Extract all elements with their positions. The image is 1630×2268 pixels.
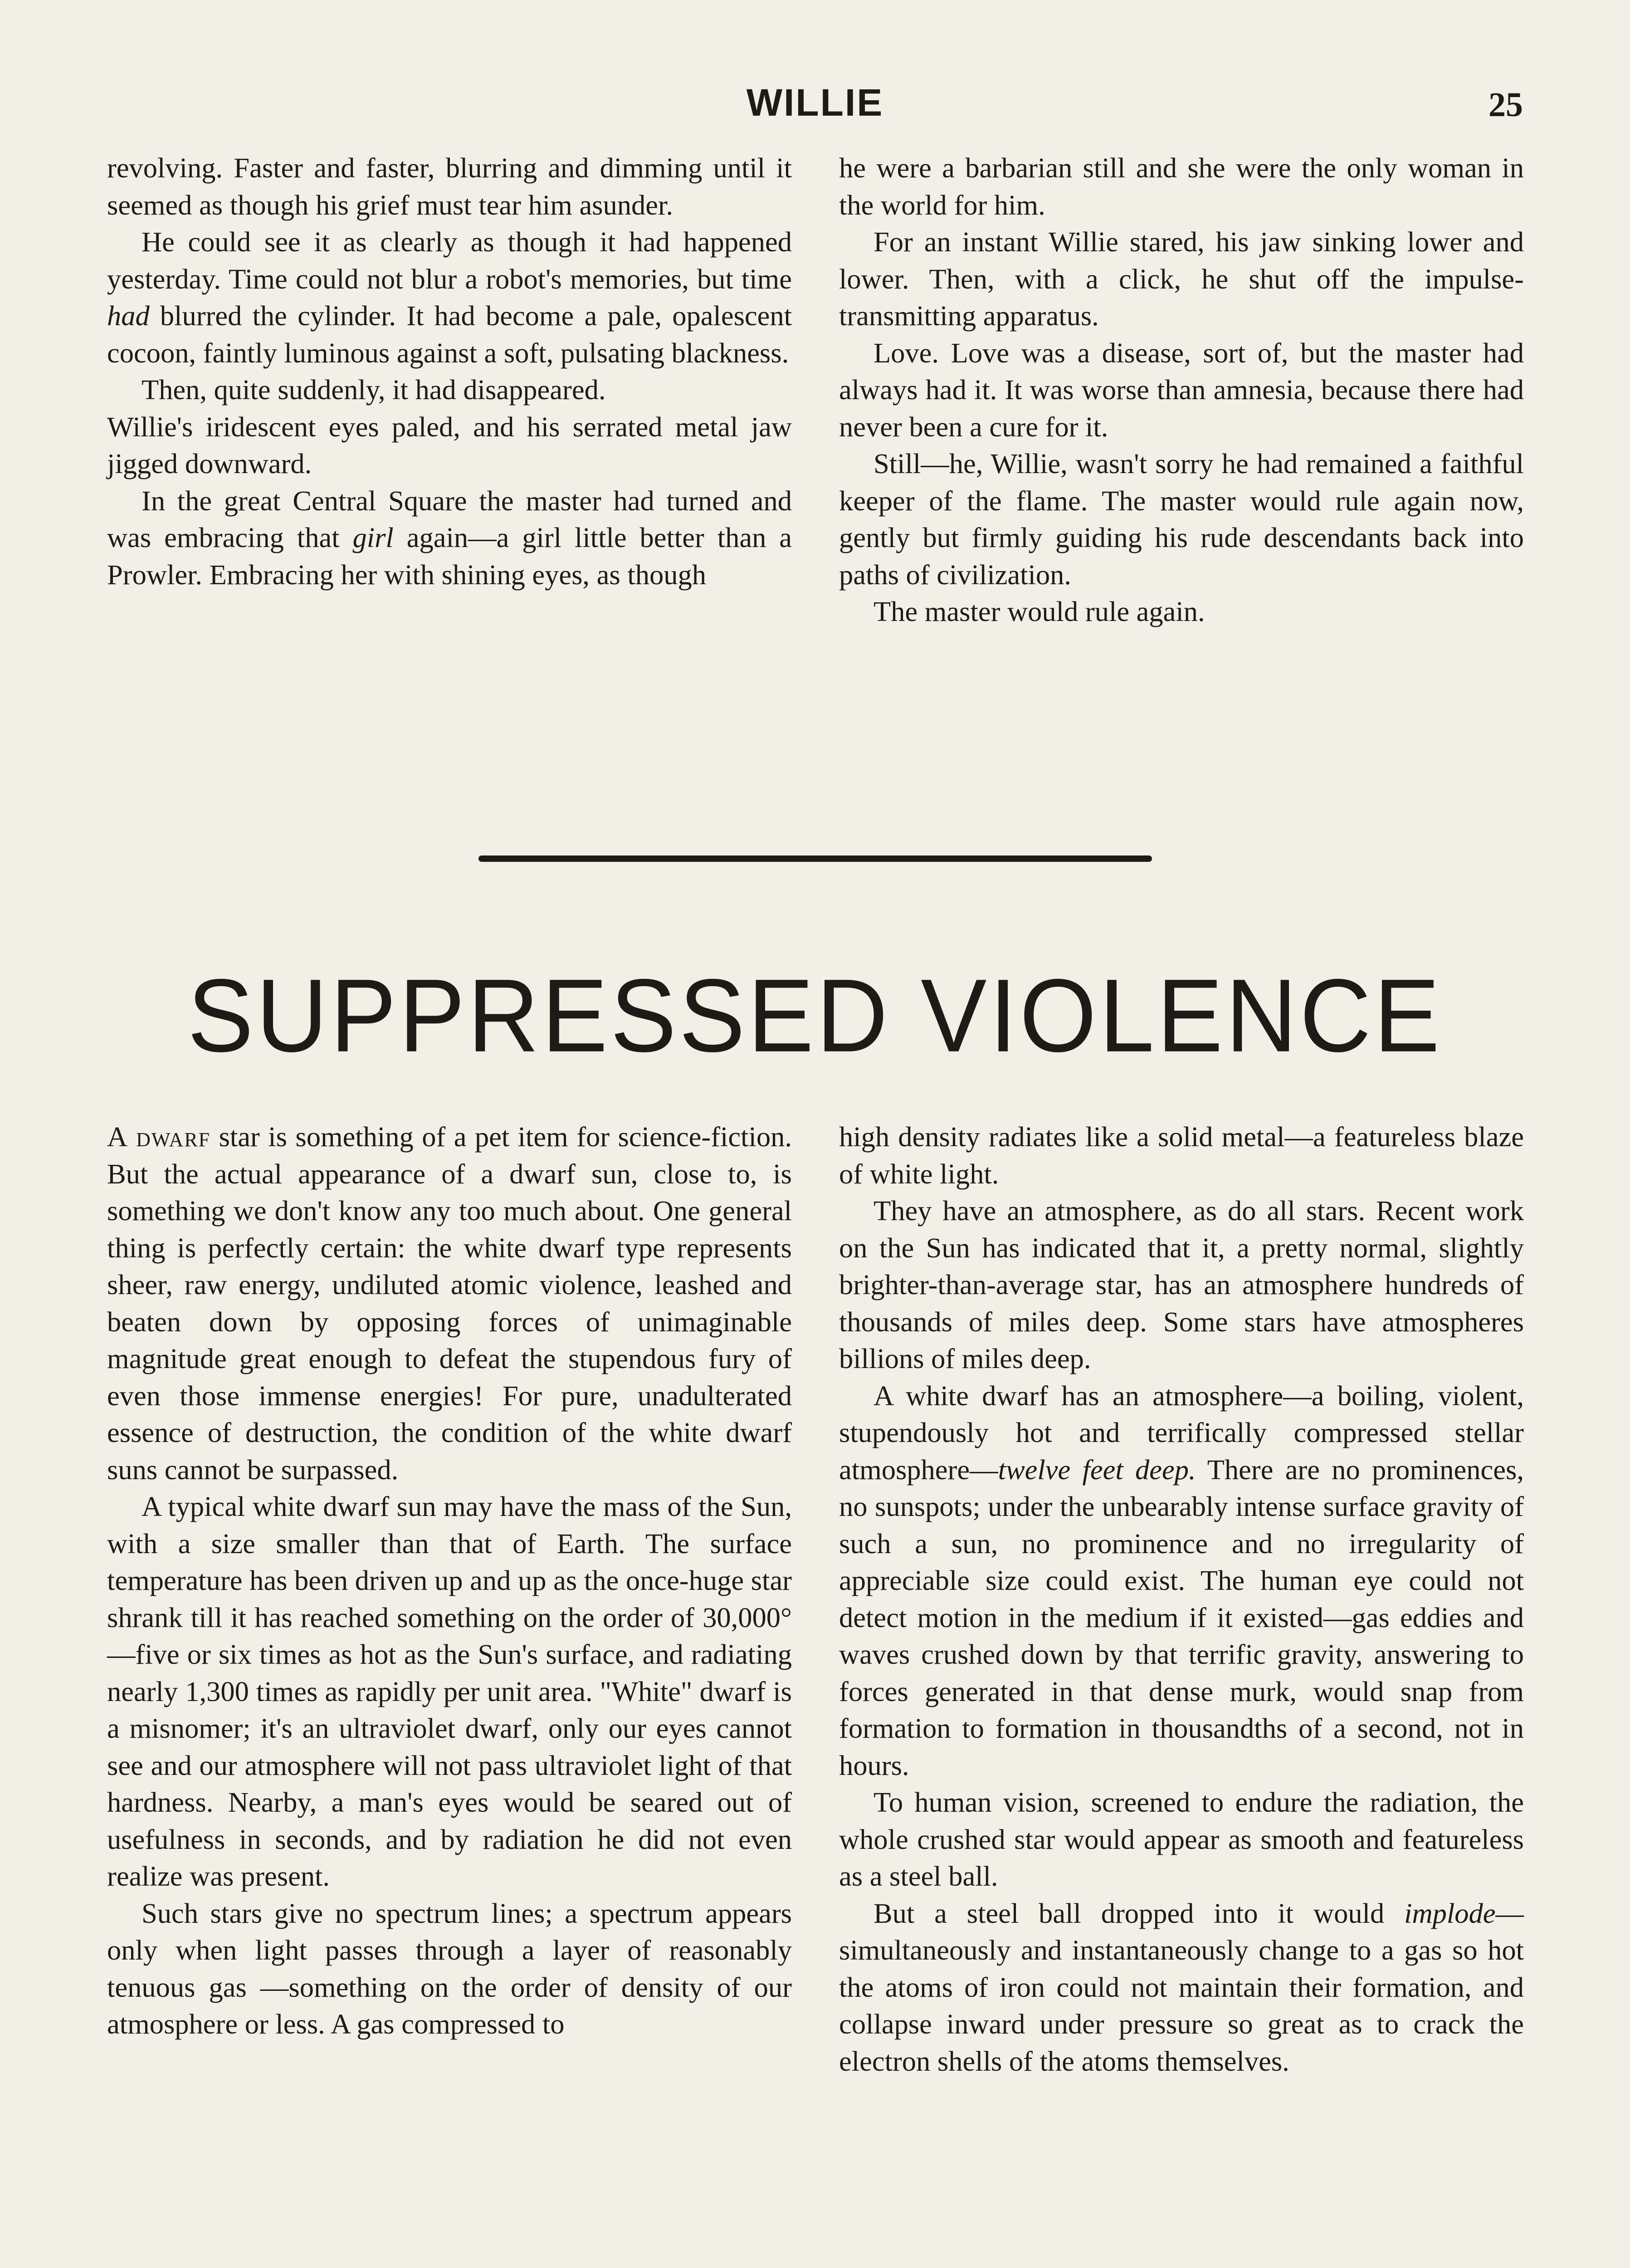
paragraph: But a steel ball dropped into it would implode—simultaneously and instantaneously change to a gas so hot the atoms of iron could not maintain their formation, and collapse inward under pressure so great as to crack the electron shells of the atoms themselves. xyxy=(839,1897,1524,2077)
paragraph: The master would rule again. xyxy=(874,596,1205,627)
paragraph: In the great Central Square the master had turned and was embracing that girl again—a girl little better than a Prowler. Embracing her with shining eyes, as though xyxy=(107,484,792,591)
running-title: WILLIE xyxy=(746,81,884,124)
paragraph: Such stars give no spectrum lines; a spectrum appears only when light passes through a layer of reasonably tenuous gas —something on the order of density of our atmosphere or less. A gas compressed to xyxy=(107,1897,792,2040)
paragraph: They have an atmosphere, as do all stars. Recent work on the Sun has indicated that it, a pretty normal, slightly brighter-than-average star, has an atmosphere hundreds of thousands of miles deep. Some stars have atmospheres billions of miles deep. xyxy=(839,1195,1524,1374)
emphasis: implode xyxy=(1404,1897,1496,1929)
paragraph: he were a barbarian still and she were the only woman in the world for him. xyxy=(839,152,1524,221)
emphasis: twelve feet deep. xyxy=(998,1453,1196,1486)
paragraph: Then, quite suddenly, it had disappeared. xyxy=(142,374,606,406)
paragraph: Still—he, Willie, wasn't sorry he had remained a faithful keeper of the flame. The master would rule again now, gently but firmly guiding his rude descendants back into paths of civilization. xyxy=(839,448,1524,591)
story-column-right xyxy=(839,150,1524,631)
paragraph: He could see it as clearly as though it had happened yesterday. Time could not blur a robot's memories, but time had blurred the cylinder. It had become a pale, opalescent cocoon, faintly luminous against a soft, pulsating blackness. xyxy=(107,226,792,369)
paragraph: A typical white dwarf sun may have the mass of the Sun, with a size smaller than that of Earth. The surface temperature has been driven up and up as the once-huge star shrank till it has reached something on the order of 30,000°—five or six times as hot as the Sun's surface, and radiating nearly 1,300 times as rapidly per unit area. "White" dwarf is a misnomer; it's an ultraviolet dwarf, only our eyes cannot see and our atmosphere will not pass ultraviolet light of that hardness. Nearby, a man's eyes would be seared out of usefulness in seconds, and by radiation he did not even realize was present. xyxy=(107,1491,792,1892)
paragraph: For an instant Willie stared, his jaw sinking lower and lower. Then, with a click, he shut off the impulse-transmitting apparatus. xyxy=(839,226,1524,332)
paragraph: A dwarf star is something of a pet item for science-fiction. But the actual appearance of a dwarf sun, close to, is something we don't know any too much about. One general thing is perfectly certain: the white dwarf type represents sheer, raw energy, undiluted atomic violence, leashed and beaten down by opposing forces of unimaginable magnitude great enough to defeat the stupendous fury of even those immense energies! For pure, unadulterated essence of destruction, the condition of the white dwarf suns cannot be surpassed. xyxy=(107,1121,792,1486)
lead-in: A dwarf xyxy=(107,1121,211,1153)
paragraph: high density radiates like a solid metal—a featureless blaze of white light. xyxy=(839,1121,1524,1190)
paragraph: revolving. Faster and faster, blurring and dimming until it seemed as though his grief must tear him asunder. xyxy=(107,152,792,221)
paragraph: Willie's iridescent eyes paled, and his serrated metal jaw jigged downward. xyxy=(107,411,792,479)
paragraph: To human vision, screened to endure the radiation, the whole crushed star would appear as smooth and featureless as a steel ball. xyxy=(839,1786,1524,1892)
article-title: SUPPRESSED VIOLENCE xyxy=(187,958,1443,1074)
emphasis: had xyxy=(107,300,150,332)
emphasis: girl xyxy=(352,522,394,553)
article-column-left xyxy=(107,1119,792,2043)
story-column-left xyxy=(107,150,792,593)
article-column-right xyxy=(839,1119,1524,2080)
paragraph: Love. Love was a disease, sort of, but the master had always had it. It was worse than amnesia, because there had never been a cure for it. xyxy=(839,337,1524,443)
page-number: 25 xyxy=(1488,86,1523,124)
section-divider xyxy=(478,855,1152,862)
paragraph: A white dwarf has an atmosphere—a boiling, violent, stupendously hot and terrifically compressed stellar atmosphere—twelve feet deep. There are no prominences, no sunspots; under the unbearably intense surface gravity of such a sun, no prominence and no irregularity of appreciable size could exist. The human eye could not detect motion in the medium if it existed—gas eddies and waves crushed down by that terrific gravity, answering to forces generated in that dense murk, would snap from formation to formation in thousandths of a second, not in hours. xyxy=(839,1379,1524,1781)
